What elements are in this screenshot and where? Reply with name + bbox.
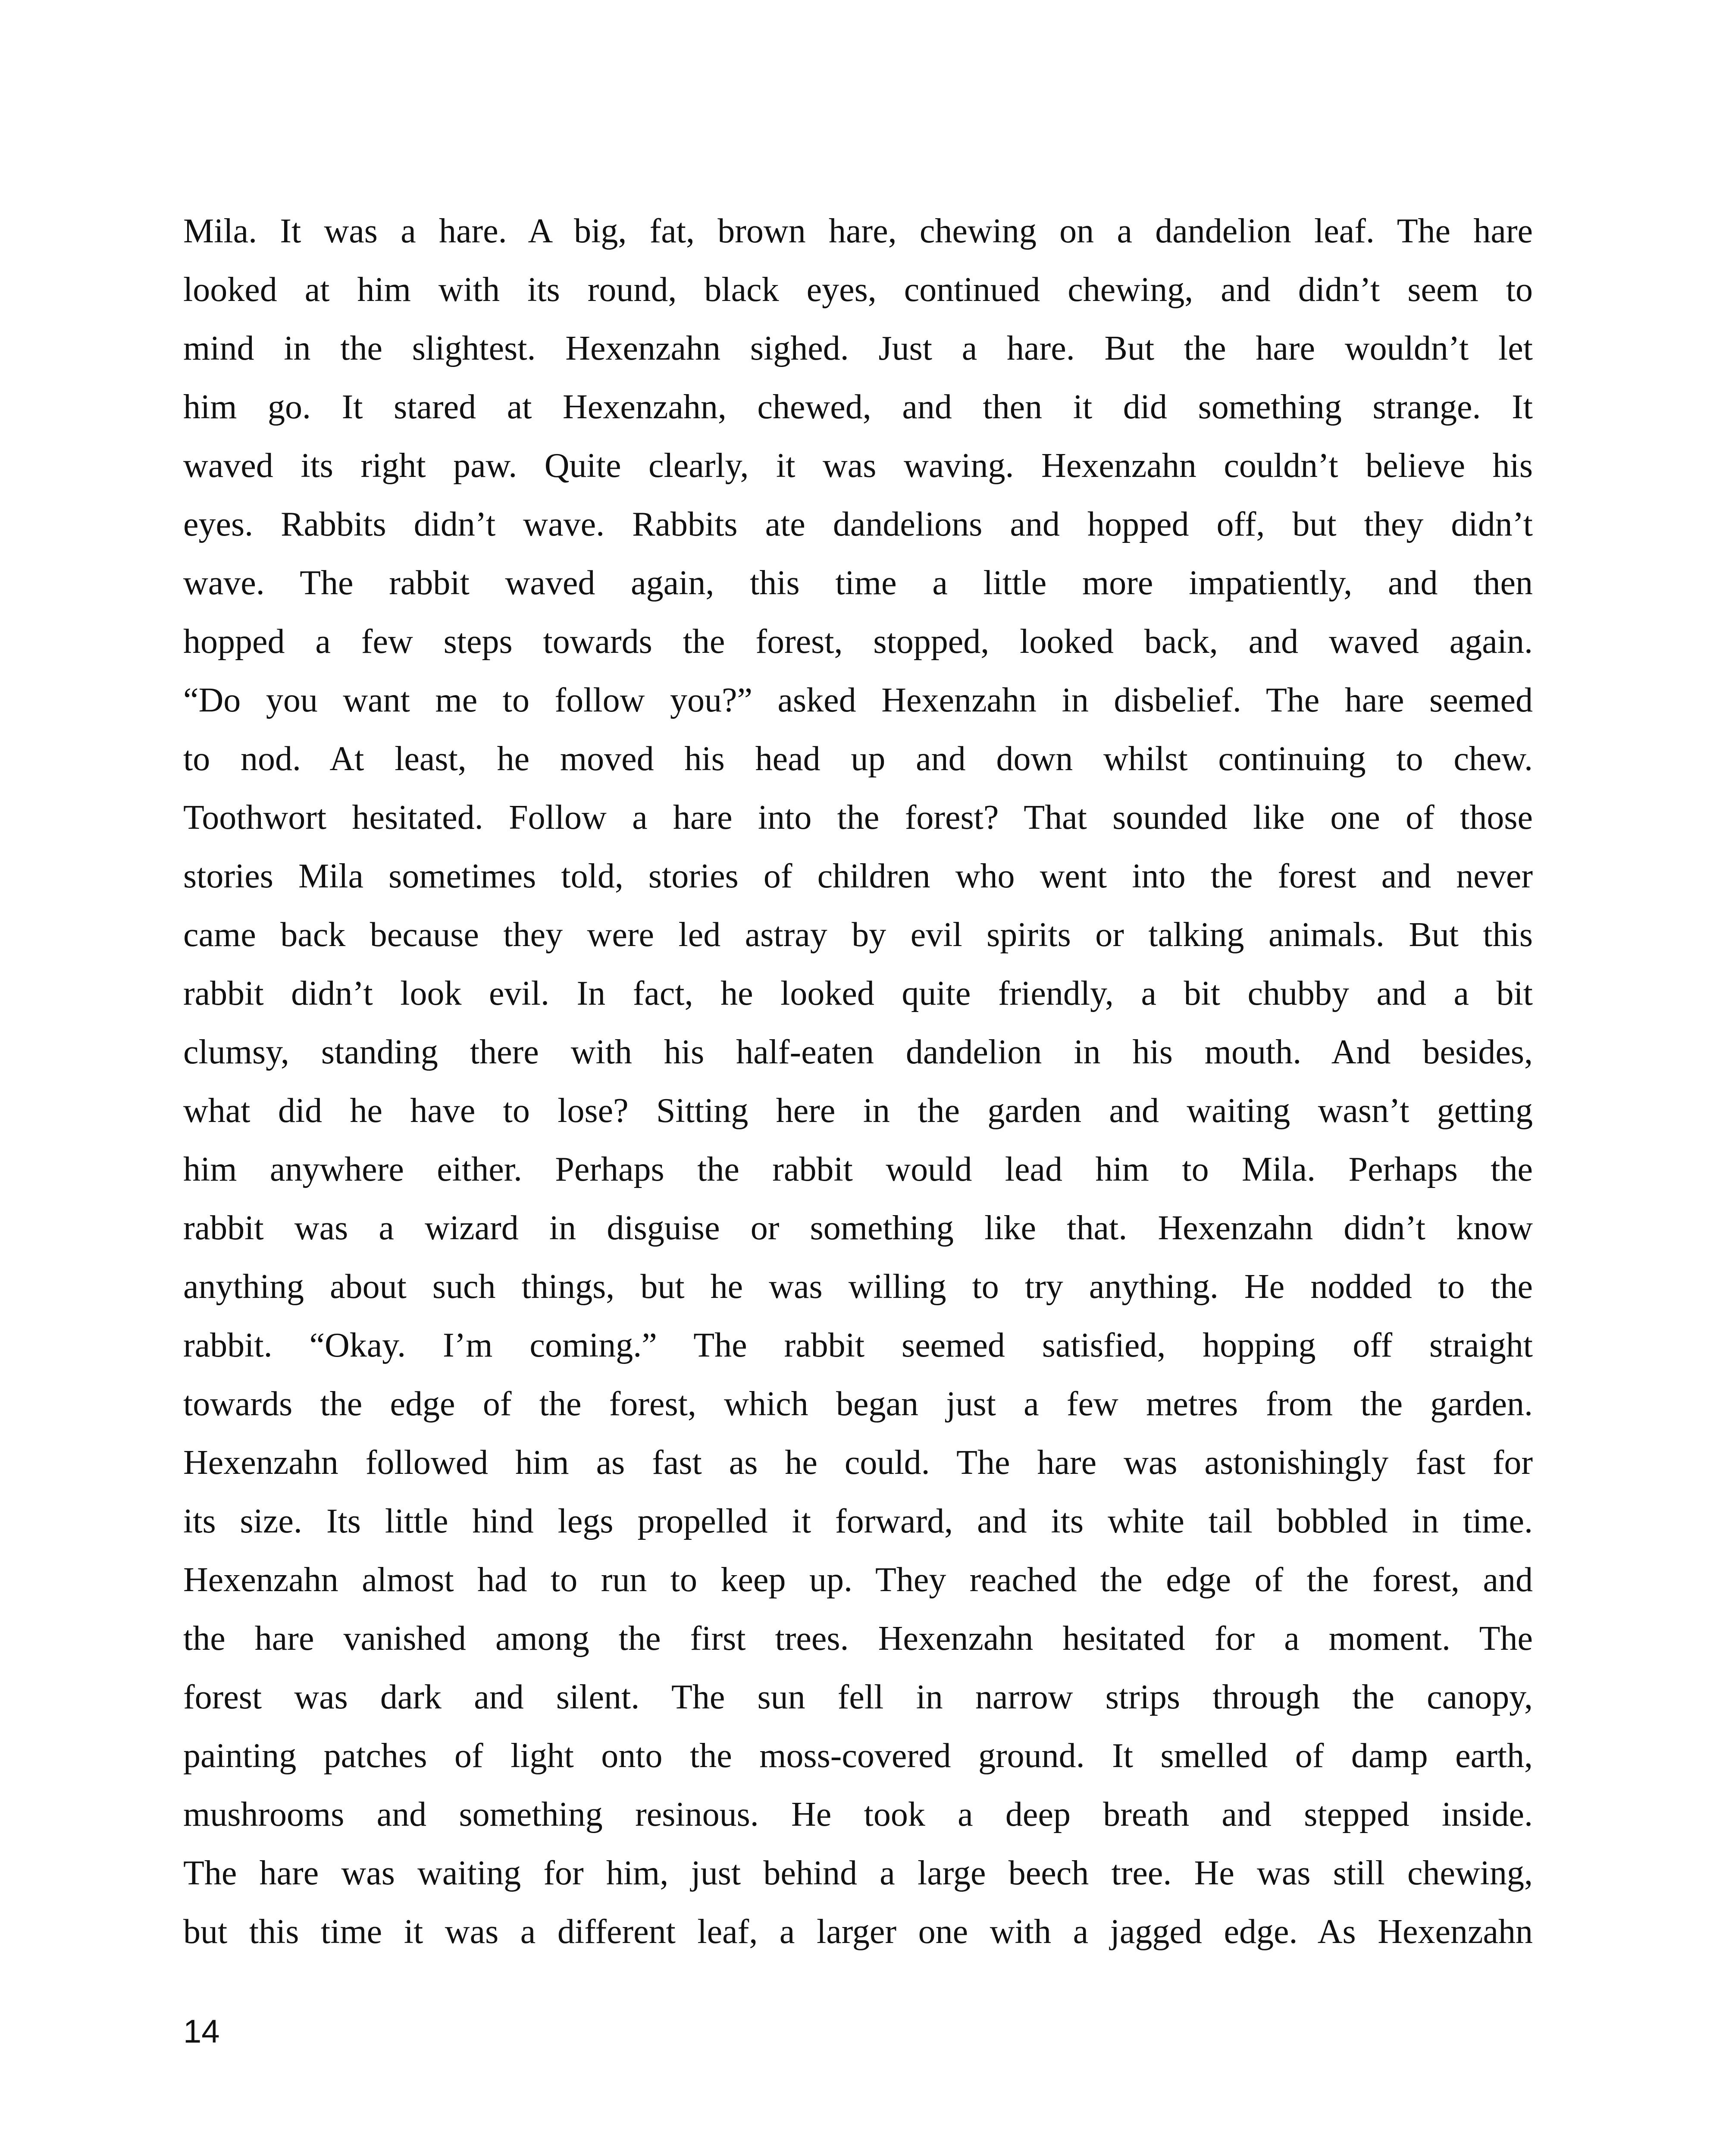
text-line: painting patches of light onto the moss-covered ground. It smelled of damp earth, (183, 1737, 1533, 1775)
text-line: him anywhere either. Perhaps the rabbit would lead him to Mila. Perhaps the (183, 1150, 1533, 1188)
text-line: but this time it was a different leaf, a larger one with a jagged edge. As Hexenzahn (183, 1913, 1533, 1951)
text-line: its size. Its little hind legs propelled it forward, and its white tail bobbled in time. (183, 1502, 1533, 1540)
text-line: mind in the slightest. Hexenzahn sighed. Just a hare. But the hare wouldn’t let (183, 329, 1533, 367)
text-line: anything about such things, but he was willing to try anything. He nodded to the (183, 1268, 1533, 1306)
text-line: Mila. It was a hare. A big, fat, brown hare, chewing on a dandelion leaf. The hare (183, 212, 1533, 250)
text-line: forest was dark and silent. The sun fell in narrow strips through the canopy, (183, 1678, 1533, 1716)
text-line: Hexenzahn followed him as fast as he could. The hare was astonishingly fast for (183, 1444, 1533, 1482)
page-number: 14 (183, 2013, 220, 2050)
text-line: wave. The rabbit waved again, this time a little more impatiently, and then (183, 564, 1533, 602)
text-line: Hexenzahn almost had to run to keep up. They reached the edge of the forest, and (183, 1561, 1533, 1599)
text-line: “Do you want me to follow you?” asked Hexenzahn in disbelief. The hare seemed (183, 681, 1533, 719)
body-text (183, 202, 1533, 1961)
text-line: mushrooms and something resinous. He took a deep breath and stepped inside. (183, 1796, 1533, 1833)
text-line: hopped a few steps towards the forest, stopped, looked back, and waved again. (183, 623, 1533, 661)
text-line: towards the edge of the forest, which began just a few metres from the garden. (183, 1385, 1533, 1423)
text-line: the hare vanished among the first trees. Hexenzahn hesitated for a moment. The (183, 1620, 1533, 1658)
text-line: clumsy, standing there with his half-eaten dandelion in his mouth. And besides, (183, 1033, 1533, 1071)
text-line: stories Mila sometimes told, stories of children who went into the forest and never (183, 857, 1533, 895)
text-line: Toothwort hesitated. Follow a hare into the forest? That sounded like one of those (183, 799, 1533, 837)
text-line: rabbit. “Okay. I’m coming.” The rabbit seemed satisfied, hopping off straight (183, 1326, 1533, 1364)
text-line: eyes. Rabbits didn’t wave. Rabbits ate dandelions and hopped off, but they didn’t (183, 505, 1533, 543)
text-line: came back because they were led astray by evil spirits or talking animals. But this (183, 916, 1533, 954)
text-line: what did he have to lose? Sitting here in the garden and waiting wasn’t getting (183, 1092, 1533, 1130)
text-line: to nod. At least, he moved his head up and down whilst continuing to chew. (183, 740, 1533, 778)
text-line: him go. It stared at Hexenzahn, chewed, and then it did something strange. It (183, 388, 1533, 426)
text-line: The hare was waiting for him, just behind a large beech tree. He was still chewing, (183, 1854, 1533, 1892)
text-line: waved its right paw. Quite clearly, it was waving. Hexenzahn couldn’t believe his (183, 447, 1533, 485)
text-line: rabbit was a wizard in disguise or something like that. Hexenzahn didn’t know (183, 1209, 1533, 1247)
text-line: looked at him with its round, black eyes, continued chewing, and didn’t seem to (183, 271, 1533, 309)
text-line: rabbit didn’t look evil. In fact, he looked quite friendly, a bit chubby and a bit (183, 975, 1533, 1012)
